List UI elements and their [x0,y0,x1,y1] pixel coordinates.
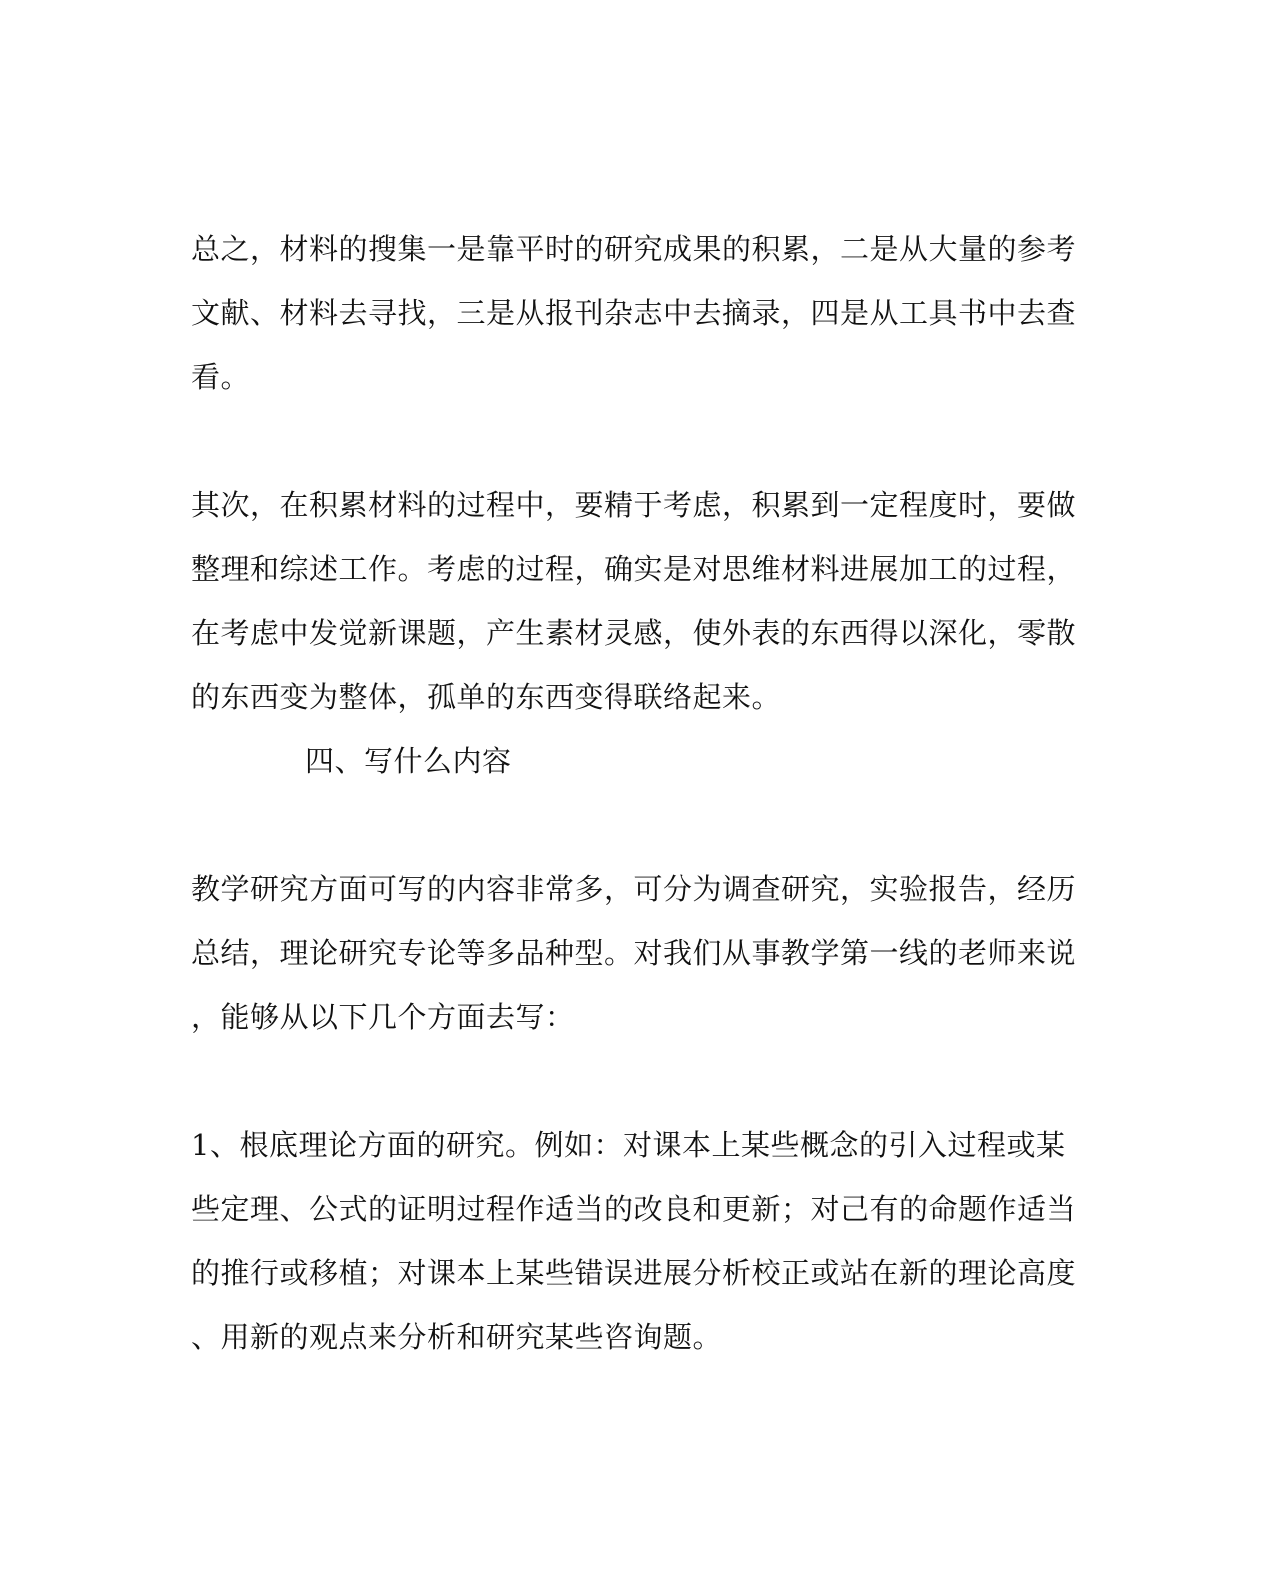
text-line: 1、根底理论方面的研究。例如：对课本上某些概念的引入过程或某 [191,1128,1066,1162]
text-line: 文献、材料去寻找，三是从报刊杂志中去摘录，四是从工具书中去查 [191,296,1077,330]
section-heading: 四、写什么内容 [305,744,512,778]
text-line: 的推行或移植；对课本上某些错误进展分析校正或站在新的理论高度 [191,1256,1077,1290]
text-line: 在考虑中发觉新课题，产生素材灵感，使外表的东西得以深化，零散 [191,616,1077,650]
text-line: ，能够从以下几个方面去写： [191,1000,575,1034]
text-line: 教学研究方面可写的内容非常多，可分为调查研究，实验报告，经历 [191,872,1077,906]
text-line: 、用新的观点来分析和研究某些咨询题。 [191,1320,723,1354]
text-line: 整理和综述工作。考虑的过程，确实是对思维材料进展加工的过程， [191,552,1077,586]
text-line: 总结，理论研究专论等多品种型。对我们从事教学第一线的老师来说 [191,936,1077,970]
text-line: 些定理、公式的证明过程作适当的改良和更新；对己有的命题作适当 [191,1192,1077,1226]
text-line: 的东西变为整体，孤单的东西变得联络起来。 [191,680,782,714]
text-line: 总之，材料的搜集一是靠平时的研究成果的积累，二是从大量的参考 [191,232,1077,266]
text-line: 其次，在积累材料的过程中，要精于考虑，积累到一定程度时，要做 [191,488,1077,522]
text-line: 看。 [191,360,251,394]
